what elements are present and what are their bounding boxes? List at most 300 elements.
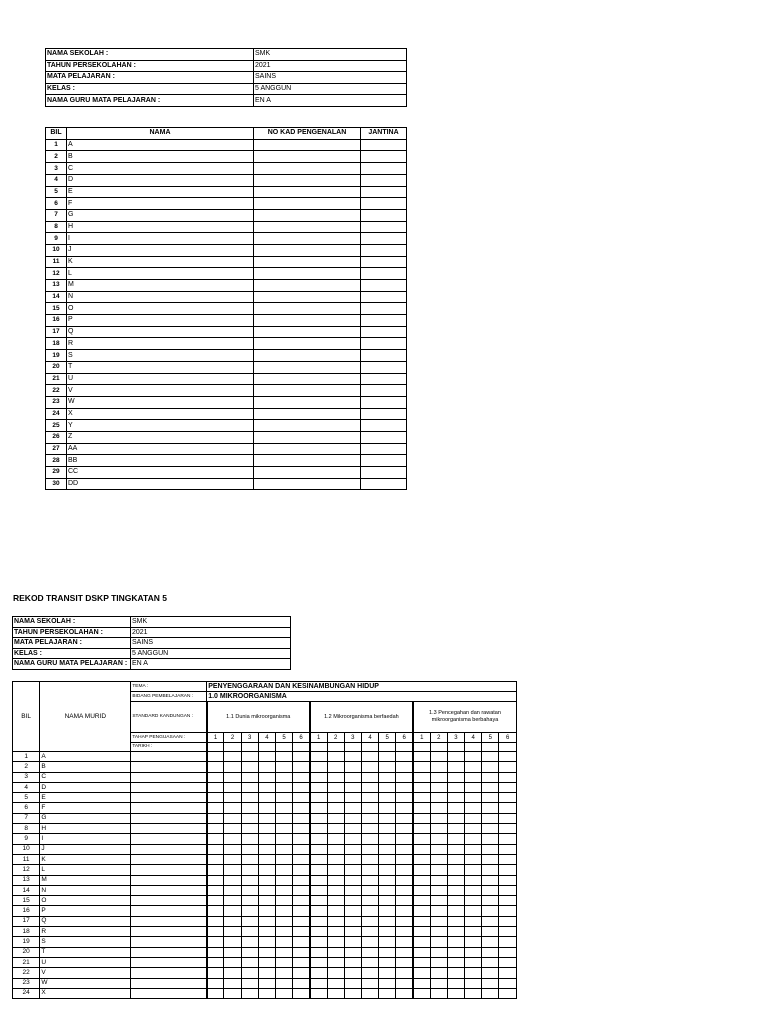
mark-cell[interactable] <box>275 782 292 792</box>
mark-cell[interactable] <box>344 988 361 998</box>
mark-cell[interactable] <box>293 803 310 813</box>
mark-cell[interactable] <box>482 813 499 823</box>
gender-cell[interactable] <box>361 280 407 292</box>
mark-cell[interactable] <box>430 762 447 772</box>
mark-cell[interactable] <box>310 896 327 906</box>
ic-number-cell[interactable] <box>254 174 361 186</box>
gender-cell[interactable] <box>361 396 407 408</box>
date-cell[interactable] <box>379 743 396 752</box>
ic-number-cell[interactable] <box>254 385 361 397</box>
mark-cell[interactable] <box>379 752 396 762</box>
mark-cell[interactable] <box>361 927 378 937</box>
mark-cell[interactable] <box>413 793 430 803</box>
mark-cell[interactable] <box>413 854 430 864</box>
mark-cell[interactable] <box>465 752 482 762</box>
mark-cell[interactable] <box>241 937 258 947</box>
mark-cell[interactable] <box>241 865 258 875</box>
date-cell[interactable] <box>482 743 499 752</box>
mark-cell[interactable] <box>344 865 361 875</box>
mark-cell[interactable] <box>499 968 517 978</box>
mark-cell[interactable] <box>499 782 517 792</box>
mark-cell[interactable] <box>207 865 224 875</box>
ic-number-cell[interactable] <box>254 467 361 479</box>
gender-cell[interactable] <box>361 163 407 175</box>
mark-cell[interactable] <box>258 813 275 823</box>
mark-cell[interactable] <box>327 782 344 792</box>
mark-cell[interactable] <box>224 988 241 998</box>
mark-cell[interactable] <box>327 793 344 803</box>
mark-cell[interactable] <box>241 772 258 782</box>
mark-cell[interactable] <box>361 916 378 926</box>
gender-cell[interactable] <box>361 244 407 256</box>
mark-cell[interactable] <box>207 947 224 957</box>
mark-cell[interactable] <box>465 916 482 926</box>
date-cell[interactable] <box>241 743 258 752</box>
mark-cell[interactable] <box>482 844 499 854</box>
mark-cell[interactable] <box>327 865 344 875</box>
mark-cell[interactable] <box>207 916 224 926</box>
mark-cell[interactable] <box>327 968 344 978</box>
mark-cell[interactable] <box>499 896 517 906</box>
gender-cell[interactable] <box>361 385 407 397</box>
mark-cell[interactable] <box>327 752 344 762</box>
mark-cell[interactable] <box>275 916 292 926</box>
date-cell[interactable] <box>396 743 413 752</box>
mark-cell[interactable] <box>361 968 378 978</box>
mark-cell[interactable] <box>327 988 344 998</box>
mark-cell[interactable] <box>310 988 327 998</box>
mark-cell[interactable] <box>499 885 517 895</box>
mark-cell[interactable] <box>293 916 310 926</box>
mark-cell[interactable] <box>361 772 378 782</box>
mark-cell[interactable] <box>224 803 241 813</box>
mark-cell[interactable] <box>293 824 310 834</box>
mark-cell[interactable] <box>258 782 275 792</box>
mark-cell[interactable] <box>465 896 482 906</box>
mark-cell[interactable] <box>430 885 447 895</box>
mark-cell[interactable] <box>413 762 430 772</box>
date-cell[interactable] <box>207 743 224 752</box>
mark-cell[interactable] <box>447 885 464 895</box>
mark-cell[interactable] <box>258 916 275 926</box>
mark-cell[interactable] <box>224 854 241 864</box>
mark-cell[interactable] <box>379 793 396 803</box>
mark-cell[interactable] <box>275 834 292 844</box>
mark-cell[interactable] <box>361 937 378 947</box>
gender-cell[interactable] <box>361 361 407 373</box>
mark-cell[interactable] <box>275 927 292 937</box>
mark-cell[interactable] <box>293 762 310 772</box>
mark-cell[interactable] <box>413 916 430 926</box>
ic-number-cell[interactable] <box>254 163 361 175</box>
mark-cell[interactable] <box>396 927 413 937</box>
ic-number-cell[interactable] <box>254 478 361 490</box>
mark-cell[interactable] <box>413 896 430 906</box>
mark-cell[interactable] <box>379 762 396 772</box>
mark-cell[interactable] <box>465 978 482 988</box>
gender-cell[interactable] <box>361 291 407 303</box>
mark-cell[interactable] <box>241 968 258 978</box>
mark-cell[interactable] <box>396 865 413 875</box>
mark-cell[interactable] <box>482 916 499 926</box>
gender-cell[interactable] <box>361 373 407 385</box>
mark-cell[interactable] <box>327 885 344 895</box>
mark-cell[interactable] <box>310 854 327 864</box>
mark-cell[interactable] <box>241 885 258 895</box>
gender-cell[interactable] <box>361 408 407 420</box>
mark-cell[interactable] <box>224 824 241 834</box>
mark-cell[interactable] <box>275 752 292 762</box>
mark-cell[interactable] <box>258 793 275 803</box>
mark-cell[interactable] <box>344 803 361 813</box>
mark-cell[interactable] <box>361 803 378 813</box>
mark-cell[interactable] <box>396 854 413 864</box>
mark-cell[interactable] <box>207 875 224 885</box>
mark-cell[interactable] <box>396 803 413 813</box>
mark-cell[interactable] <box>361 865 378 875</box>
date-cell[interactable] <box>275 743 292 752</box>
mark-cell[interactable] <box>413 978 430 988</box>
mark-cell[interactable] <box>465 772 482 782</box>
mark-cell[interactable] <box>310 762 327 772</box>
mark-cell[interactable] <box>241 762 258 772</box>
mark-cell[interactable] <box>293 927 310 937</box>
mark-cell[interactable] <box>361 875 378 885</box>
gender-cell[interactable] <box>361 420 407 432</box>
mark-cell[interactable] <box>293 865 310 875</box>
mark-cell[interactable] <box>327 937 344 947</box>
mark-cell[interactable] <box>482 865 499 875</box>
mark-cell[interactable] <box>465 937 482 947</box>
mark-cell[interactable] <box>293 957 310 967</box>
mark-cell[interactable] <box>241 854 258 864</box>
mark-cell[interactable] <box>207 957 224 967</box>
mark-cell[interactable] <box>293 937 310 947</box>
gender-cell[interactable] <box>361 186 407 198</box>
mark-cell[interactable] <box>379 824 396 834</box>
mark-cell[interactable] <box>447 782 464 792</box>
mark-cell[interactable] <box>344 772 361 782</box>
mark-cell[interactable] <box>310 752 327 762</box>
mark-cell[interactable] <box>310 947 327 957</box>
mark-cell[interactable] <box>447 762 464 772</box>
mark-cell[interactable] <box>465 927 482 937</box>
mark-cell[interactable] <box>379 937 396 947</box>
mark-cell[interactable] <box>430 813 447 823</box>
mark-cell[interactable] <box>413 752 430 762</box>
mark-cell[interactable] <box>499 927 517 937</box>
mark-cell[interactable] <box>344 782 361 792</box>
mark-cell[interactable] <box>258 896 275 906</box>
mark-cell[interactable] <box>482 762 499 772</box>
ic-number-cell[interactable] <box>254 443 361 455</box>
mark-cell[interactable] <box>275 875 292 885</box>
mark-cell[interactable] <box>430 957 447 967</box>
mark-cell[interactable] <box>379 844 396 854</box>
mark-cell[interactable] <box>344 978 361 988</box>
ic-number-cell[interactable] <box>254 326 361 338</box>
mark-cell[interactable] <box>258 978 275 988</box>
mark-cell[interactable] <box>310 937 327 947</box>
mark-cell[interactable] <box>430 803 447 813</box>
mark-cell[interactable] <box>396 834 413 844</box>
mark-cell[interactable] <box>499 916 517 926</box>
mark-cell[interactable] <box>396 813 413 823</box>
mark-cell[interactable] <box>258 947 275 957</box>
mark-cell[interactable] <box>430 752 447 762</box>
mark-cell[interactable] <box>396 968 413 978</box>
mark-cell[interactable] <box>258 844 275 854</box>
mark-cell[interactable] <box>361 782 378 792</box>
mark-cell[interactable] <box>379 782 396 792</box>
mark-cell[interactable] <box>207 906 224 916</box>
mark-cell[interactable] <box>413 927 430 937</box>
mark-cell[interactable] <box>465 875 482 885</box>
mark-cell[interactable] <box>379 896 396 906</box>
mark-cell[interactable] <box>379 968 396 978</box>
mark-cell[interactable] <box>327 803 344 813</box>
mark-cell[interactable] <box>293 813 310 823</box>
mark-cell[interactable] <box>207 752 224 762</box>
mark-cell[interactable] <box>310 906 327 916</box>
mark-cell[interactable] <box>275 803 292 813</box>
mark-cell[interactable] <box>465 782 482 792</box>
mark-cell[interactable] <box>413 803 430 813</box>
mark-cell[interactable] <box>310 824 327 834</box>
ic-number-cell[interactable] <box>254 186 361 198</box>
mark-cell[interactable] <box>396 885 413 895</box>
mark-cell[interactable] <box>241 844 258 854</box>
ic-number-cell[interactable] <box>254 315 361 327</box>
mark-cell[interactable] <box>275 772 292 782</box>
mark-cell[interactable] <box>499 865 517 875</box>
mark-cell[interactable] <box>379 865 396 875</box>
mark-cell[interactable] <box>241 916 258 926</box>
mark-cell[interactable] <box>379 957 396 967</box>
mark-cell[interactable] <box>447 947 464 957</box>
ic-number-cell[interactable] <box>254 291 361 303</box>
mark-cell[interactable] <box>310 875 327 885</box>
mark-cell[interactable] <box>499 813 517 823</box>
mark-cell[interactable] <box>327 762 344 772</box>
mark-cell[interactable] <box>482 793 499 803</box>
mark-cell[interactable] <box>310 885 327 895</box>
ic-number-cell[interactable] <box>254 256 361 268</box>
mark-cell[interactable] <box>207 813 224 823</box>
gender-cell[interactable] <box>361 256 407 268</box>
mark-cell[interactable] <box>293 885 310 895</box>
mark-cell[interactable] <box>327 978 344 988</box>
mark-cell[interactable] <box>224 834 241 844</box>
mark-cell[interactable] <box>224 927 241 937</box>
mark-cell[interactable] <box>258 834 275 844</box>
mark-cell[interactable] <box>396 762 413 772</box>
mark-cell[interactable] <box>413 947 430 957</box>
mark-cell[interactable] <box>482 988 499 998</box>
mark-cell[interactable] <box>344 885 361 895</box>
mark-cell[interactable] <box>361 824 378 834</box>
mark-cell[interactable] <box>224 937 241 947</box>
mark-cell[interactable] <box>344 896 361 906</box>
mark-cell[interactable] <box>413 844 430 854</box>
mark-cell[interactable] <box>207 968 224 978</box>
mark-cell[interactable] <box>447 927 464 937</box>
mark-cell[interactable] <box>258 803 275 813</box>
mark-cell[interactable] <box>241 752 258 762</box>
mark-cell[interactable] <box>344 875 361 885</box>
mark-cell[interactable] <box>293 834 310 844</box>
mark-cell[interactable] <box>344 844 361 854</box>
mark-cell[interactable] <box>396 896 413 906</box>
mark-cell[interactable] <box>465 854 482 864</box>
mark-cell[interactable] <box>396 875 413 885</box>
mark-cell[interactable] <box>430 875 447 885</box>
mark-cell[interactable] <box>207 854 224 864</box>
gender-cell[interactable] <box>361 326 407 338</box>
mark-cell[interactable] <box>447 803 464 813</box>
mark-cell[interactable] <box>327 896 344 906</box>
mark-cell[interactable] <box>310 803 327 813</box>
date-cell[interactable] <box>413 743 430 752</box>
mark-cell[interactable] <box>275 844 292 854</box>
mark-cell[interactable] <box>327 834 344 844</box>
mark-cell[interactable] <box>499 875 517 885</box>
mark-cell[interactable] <box>413 865 430 875</box>
mark-cell[interactable] <box>413 813 430 823</box>
mark-cell[interactable] <box>207 885 224 895</box>
mark-cell[interactable] <box>258 906 275 916</box>
mark-cell[interactable] <box>379 854 396 864</box>
mark-cell[interactable] <box>327 854 344 864</box>
mark-cell[interactable] <box>396 937 413 947</box>
gender-cell[interactable] <box>361 174 407 186</box>
mark-cell[interactable] <box>430 988 447 998</box>
mark-cell[interactable] <box>241 793 258 803</box>
date-cell[interactable] <box>499 743 517 752</box>
ic-number-cell[interactable] <box>254 338 361 350</box>
mark-cell[interactable] <box>379 813 396 823</box>
mark-cell[interactable] <box>413 906 430 916</box>
mark-cell[interactable] <box>224 762 241 772</box>
mark-cell[interactable] <box>499 906 517 916</box>
mark-cell[interactable] <box>482 782 499 792</box>
mark-cell[interactable] <box>482 937 499 947</box>
mark-cell[interactable] <box>396 988 413 998</box>
mark-cell[interactable] <box>207 988 224 998</box>
mark-cell[interactable] <box>465 906 482 916</box>
mark-cell[interactable] <box>413 957 430 967</box>
mark-cell[interactable] <box>275 854 292 864</box>
ic-number-cell[interactable] <box>254 408 361 420</box>
ic-number-cell[interactable] <box>254 268 361 280</box>
mark-cell[interactable] <box>379 885 396 895</box>
mark-cell[interactable] <box>499 957 517 967</box>
mark-cell[interactable] <box>465 885 482 895</box>
mark-cell[interactable] <box>293 968 310 978</box>
mark-cell[interactable] <box>275 957 292 967</box>
ic-number-cell[interactable] <box>254 350 361 362</box>
ic-number-cell[interactable] <box>254 198 361 210</box>
mark-cell[interactable] <box>499 834 517 844</box>
mark-cell[interactable] <box>224 813 241 823</box>
mark-cell[interactable] <box>224 844 241 854</box>
mark-cell[interactable] <box>447 916 464 926</box>
mark-cell[interactable] <box>465 844 482 854</box>
mark-cell[interactable] <box>430 896 447 906</box>
mark-cell[interactable] <box>361 844 378 854</box>
mark-cell[interactable] <box>499 854 517 864</box>
mark-cell[interactable] <box>293 793 310 803</box>
mark-cell[interactable] <box>499 988 517 998</box>
gender-cell[interactable] <box>361 151 407 163</box>
mark-cell[interactable] <box>224 916 241 926</box>
mark-cell[interactable] <box>344 854 361 864</box>
mark-cell[interactable] <box>361 813 378 823</box>
mark-cell[interactable] <box>207 927 224 937</box>
mark-cell[interactable] <box>465 824 482 834</box>
mark-cell[interactable] <box>482 834 499 844</box>
mark-cell[interactable] <box>293 772 310 782</box>
mark-cell[interactable] <box>447 978 464 988</box>
mark-cell[interactable] <box>344 957 361 967</box>
mark-cell[interactable] <box>499 803 517 813</box>
mark-cell[interactable] <box>430 844 447 854</box>
mark-cell[interactable] <box>241 947 258 957</box>
mark-cell[interactable] <box>207 937 224 947</box>
mark-cell[interactable] <box>310 978 327 988</box>
mark-cell[interactable] <box>258 885 275 895</box>
mark-cell[interactable] <box>224 896 241 906</box>
mark-cell[interactable] <box>413 937 430 947</box>
mark-cell[interactable] <box>275 865 292 875</box>
mark-cell[interactable] <box>447 813 464 823</box>
mark-cell[interactable] <box>379 875 396 885</box>
ic-number-cell[interactable] <box>254 280 361 292</box>
mark-cell[interactable] <box>379 988 396 998</box>
gender-cell[interactable] <box>361 478 407 490</box>
mark-cell[interactable] <box>344 916 361 926</box>
mark-cell[interactable] <box>275 793 292 803</box>
mark-cell[interactable] <box>413 875 430 885</box>
mark-cell[interactable] <box>396 772 413 782</box>
mark-cell[interactable] <box>361 947 378 957</box>
ic-number-cell[interactable] <box>254 396 361 408</box>
mark-cell[interactable] <box>447 772 464 782</box>
mark-cell[interactable] <box>482 885 499 895</box>
gender-cell[interactable] <box>361 443 407 455</box>
mark-cell[interactable] <box>447 854 464 864</box>
mark-cell[interactable] <box>430 927 447 937</box>
ic-number-cell[interactable] <box>254 361 361 373</box>
mark-cell[interactable] <box>447 844 464 854</box>
mark-cell[interactable] <box>447 824 464 834</box>
ic-number-cell[interactable] <box>254 151 361 163</box>
gender-cell[interactable] <box>361 209 407 221</box>
mark-cell[interactable] <box>379 803 396 813</box>
mark-cell[interactable] <box>430 834 447 844</box>
mark-cell[interactable] <box>499 793 517 803</box>
mark-cell[interactable] <box>482 854 499 864</box>
mark-cell[interactable] <box>258 865 275 875</box>
mark-cell[interactable] <box>482 752 499 762</box>
mark-cell[interactable] <box>430 916 447 926</box>
mark-cell[interactable] <box>430 968 447 978</box>
mark-cell[interactable] <box>447 937 464 947</box>
gender-cell[interactable] <box>361 268 407 280</box>
mark-cell[interactable] <box>258 762 275 772</box>
mark-cell[interactable] <box>310 957 327 967</box>
mark-cell[interactable] <box>241 824 258 834</box>
